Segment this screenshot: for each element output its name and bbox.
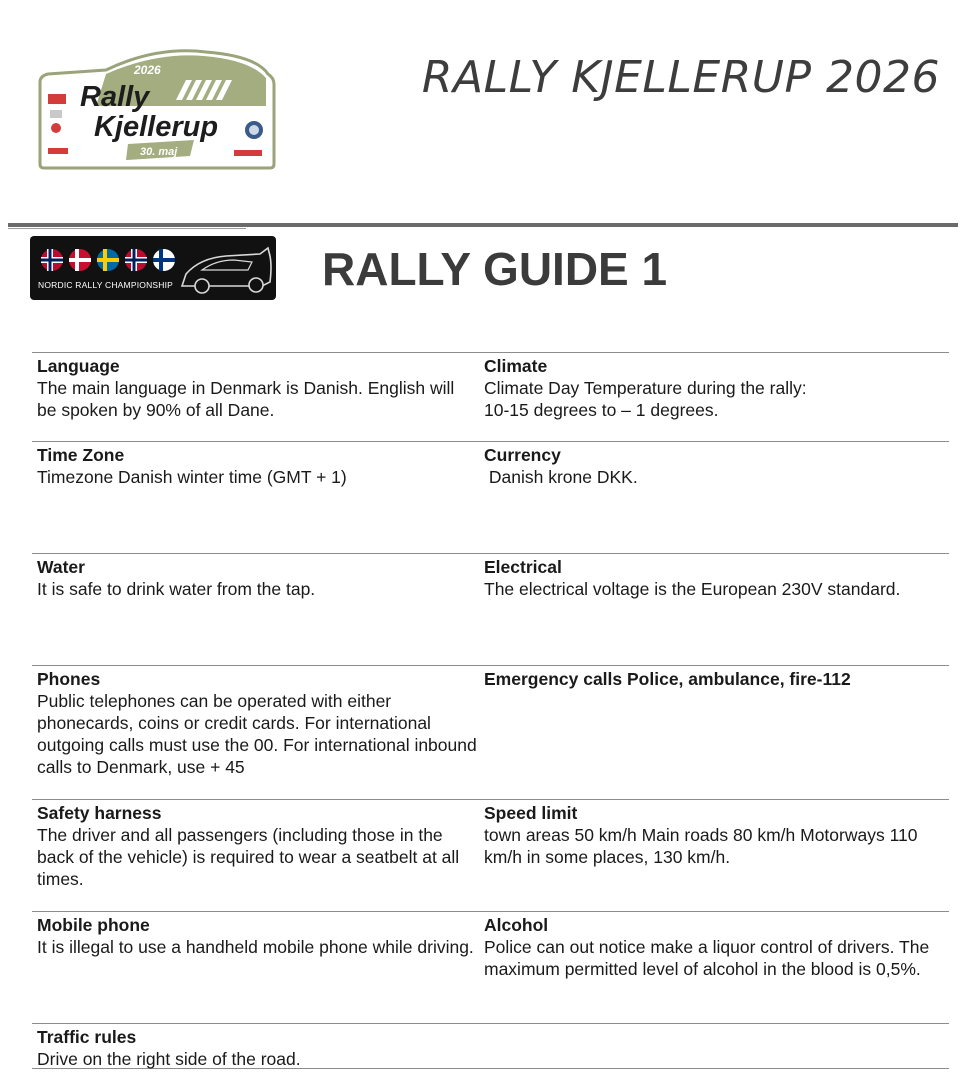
logo-graphic [36,44,278,170]
cell-body: Timezone Danish winter time (GMT + 1) [37,467,347,487]
rally-kjellerup-logo [36,44,278,170]
cell-heading: Water [37,557,85,577]
cell-heading: Speed limit [484,803,578,823]
header-divider [8,223,958,227]
cell-body: Drive on the right side of the road. [37,1049,301,1069]
info-cell-phones [37,668,482,778]
cell-heading: Currency [484,445,561,465]
info-cell-climate [484,355,944,421]
cell-heading: Electrical [484,557,562,577]
cell-heading: Climate [484,356,548,376]
info-cell-language [37,355,477,421]
logo-line2: Kjellerup [94,111,219,143]
nordic-rally-badge [30,236,276,300]
table-row [32,1023,949,1069]
logo-line1: Rally [80,81,150,113]
cell-heading: Language [37,356,120,376]
info-cell-traffic-rules [37,1026,477,1070]
cell-heading: Emergency calls Police, ambulance, fire-112 [484,669,851,689]
table-row [32,553,949,665]
document-title: RALLY KJELLERUP 2026 [421,52,940,103]
info-cell-safety-harness [37,802,477,890]
guide-title: RALLY GUIDE 1 [322,243,668,295]
cell-heading: Safety harness [37,803,162,823]
info-cell-mobile-phone [37,914,477,958]
table-row [32,665,949,799]
cell-body: It is safe to drink water from the tap. [37,579,316,599]
cell-body: It is illegal to use a handheld mobile phone while driving. [37,937,474,957]
table-row [32,799,949,911]
cell-heading: Traffic rules [37,1027,137,1047]
logo-date: 30. maj [140,146,178,158]
info-cell-electrical [484,556,944,600]
table-row [32,911,949,1023]
cell-heading: Time Zone [37,445,125,465]
info-cell-alcohol [484,914,944,980]
cell-body: Police can out notice make a liquor control of drivers. The maximum permitted level of alcohol in the blood is 0,5%. [484,937,935,979]
flags-and-car-icon [30,236,276,300]
info-cell-emergency [484,668,944,690]
cell-body: The electrical voltage is the European 230V standard. [484,579,901,599]
info-cell-speed-limit [484,802,944,868]
cell-body: Climate Day Temperature during the rally: 10-15 degrees to – 1 degrees. [484,378,807,420]
cell-body: Danish krone DKK. [484,467,638,487]
info-cell-time-zone [37,444,477,488]
cell-heading: Phones [37,669,101,689]
cell-body: Public telephones can be operated with either phonecards, coins or credit cards. For international outgoing calls must use the 00. For international inbound calls to Denmark, use + 45 [37,691,482,777]
info-cell-currency [484,444,944,488]
header-divider-thin [8,228,246,229]
badge-label: NORDIC RALLY CHAMPIONSHIP [38,280,174,290]
rally-info-table [32,352,949,1069]
cell-body: The driver and all passengers (including those in the back of the vehicle) is required to wear a seatbelt at all times. [37,825,465,889]
cell-body: The main language in Denmark is Danish. English will be spoken by 90% of all Dane. [37,378,460,420]
cell-heading: Alcohol [484,915,549,935]
cell-heading: Mobile phone [37,915,150,935]
info-cell-water [37,556,477,600]
table-row [32,441,949,553]
cell-body: town areas 50 km/h Main roads 80 km/h Motorways 110 km/h in some places, 130 km/h. [484,825,923,867]
table-row [32,352,949,441]
logo-year: 2026 [134,63,161,77]
